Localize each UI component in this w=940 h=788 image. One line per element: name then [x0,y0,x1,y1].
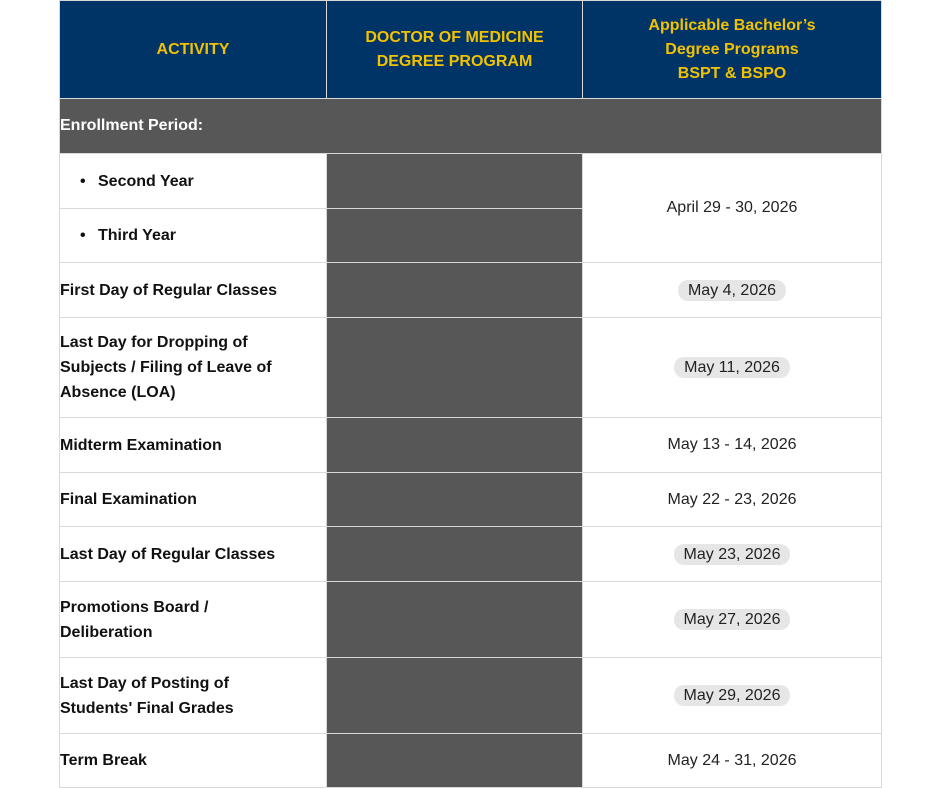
table-row-second-year [60,154,882,209]
medicine-cell [327,582,583,658]
table-row-dropping [60,318,882,418]
activity-last-day: Last Day of Regular Classes [60,527,327,582]
header-activity: ACTIVITY [60,1,327,99]
table-row-promotions [60,582,882,658]
section-row-enrollment [60,99,882,154]
date-dropping [583,318,882,418]
table-row-midterm [60,418,882,473]
activity-third-year: • Third Year [60,209,327,263]
activity-first-day: First Day of Regular Classes [60,263,327,318]
activity-final-exam: Final Examination [60,473,327,527]
medicine-cell [327,473,583,527]
date-midterm: May 13 - 14, 2026 [583,418,882,473]
header-bachelor-line3: BSPT & BSPO [677,64,787,82]
date-highlight: May 29, 2026 [674,685,791,706]
activity-midterm: Midterm Examination [60,418,327,473]
medicine-cell [327,209,583,263]
date-final-exam: May 22 - 23, 2026 [583,473,882,527]
header-medicine-line2: DEGREE PROGRAM [376,52,533,70]
date-highlight: May 11, 2026 [674,357,790,378]
date-highlight: May 27, 2026 [674,609,791,630]
activity-posting: Last Day of Posting of Students' Final Grades [60,658,327,734]
header-medicine-program [327,1,583,99]
bullet-icon: • [80,172,86,190]
table-row-term-break [60,734,882,788]
medicine-cell [327,658,583,734]
bullet-icon: • [80,227,86,244]
header-row [60,1,882,99]
date-first-day [583,263,882,318]
medicine-cell [327,154,583,209]
activity-promotions: Promotions Board / Deliberation [60,582,327,658]
medicine-cell [327,527,583,582]
academic-calendar-table [59,0,882,788]
date-highlight: May 4, 2026 [678,280,786,301]
table-row-last-day [60,527,882,582]
section-enrollment-period: Enrollment Period: [60,99,882,154]
header-bachelor-programs [583,1,882,99]
date-enrollment: April 29 - 30, 2026 [583,154,882,263]
date-posting [583,658,882,734]
medicine-cell [327,318,583,418]
activity-dropping: Last Day for Dropping of Subjects / Filing of Leave of Absence (LOA) [60,318,327,418]
medicine-cell [327,418,583,473]
table-row-first-day [60,263,882,318]
table-row-final-exam [60,473,882,527]
date-highlight: May 23, 2026 [674,544,791,565]
header-bachelor-line2: Degree Programs [665,40,799,58]
table-row-posting [60,658,882,734]
activity-term-break: Term Break [60,734,327,788]
date-term-break: May 24 - 31, 2026 [583,734,882,788]
date-last-day [583,527,882,582]
activity-second-year: • Second Year [60,154,327,209]
medicine-cell [327,263,583,318]
date-promotions [583,582,882,658]
medicine-cell [327,734,583,788]
header-medicine-line1: DOCTOR OF MEDICINE [365,28,544,46]
header-bachelor-line1: Applicable Bachelor’s [648,16,816,34]
